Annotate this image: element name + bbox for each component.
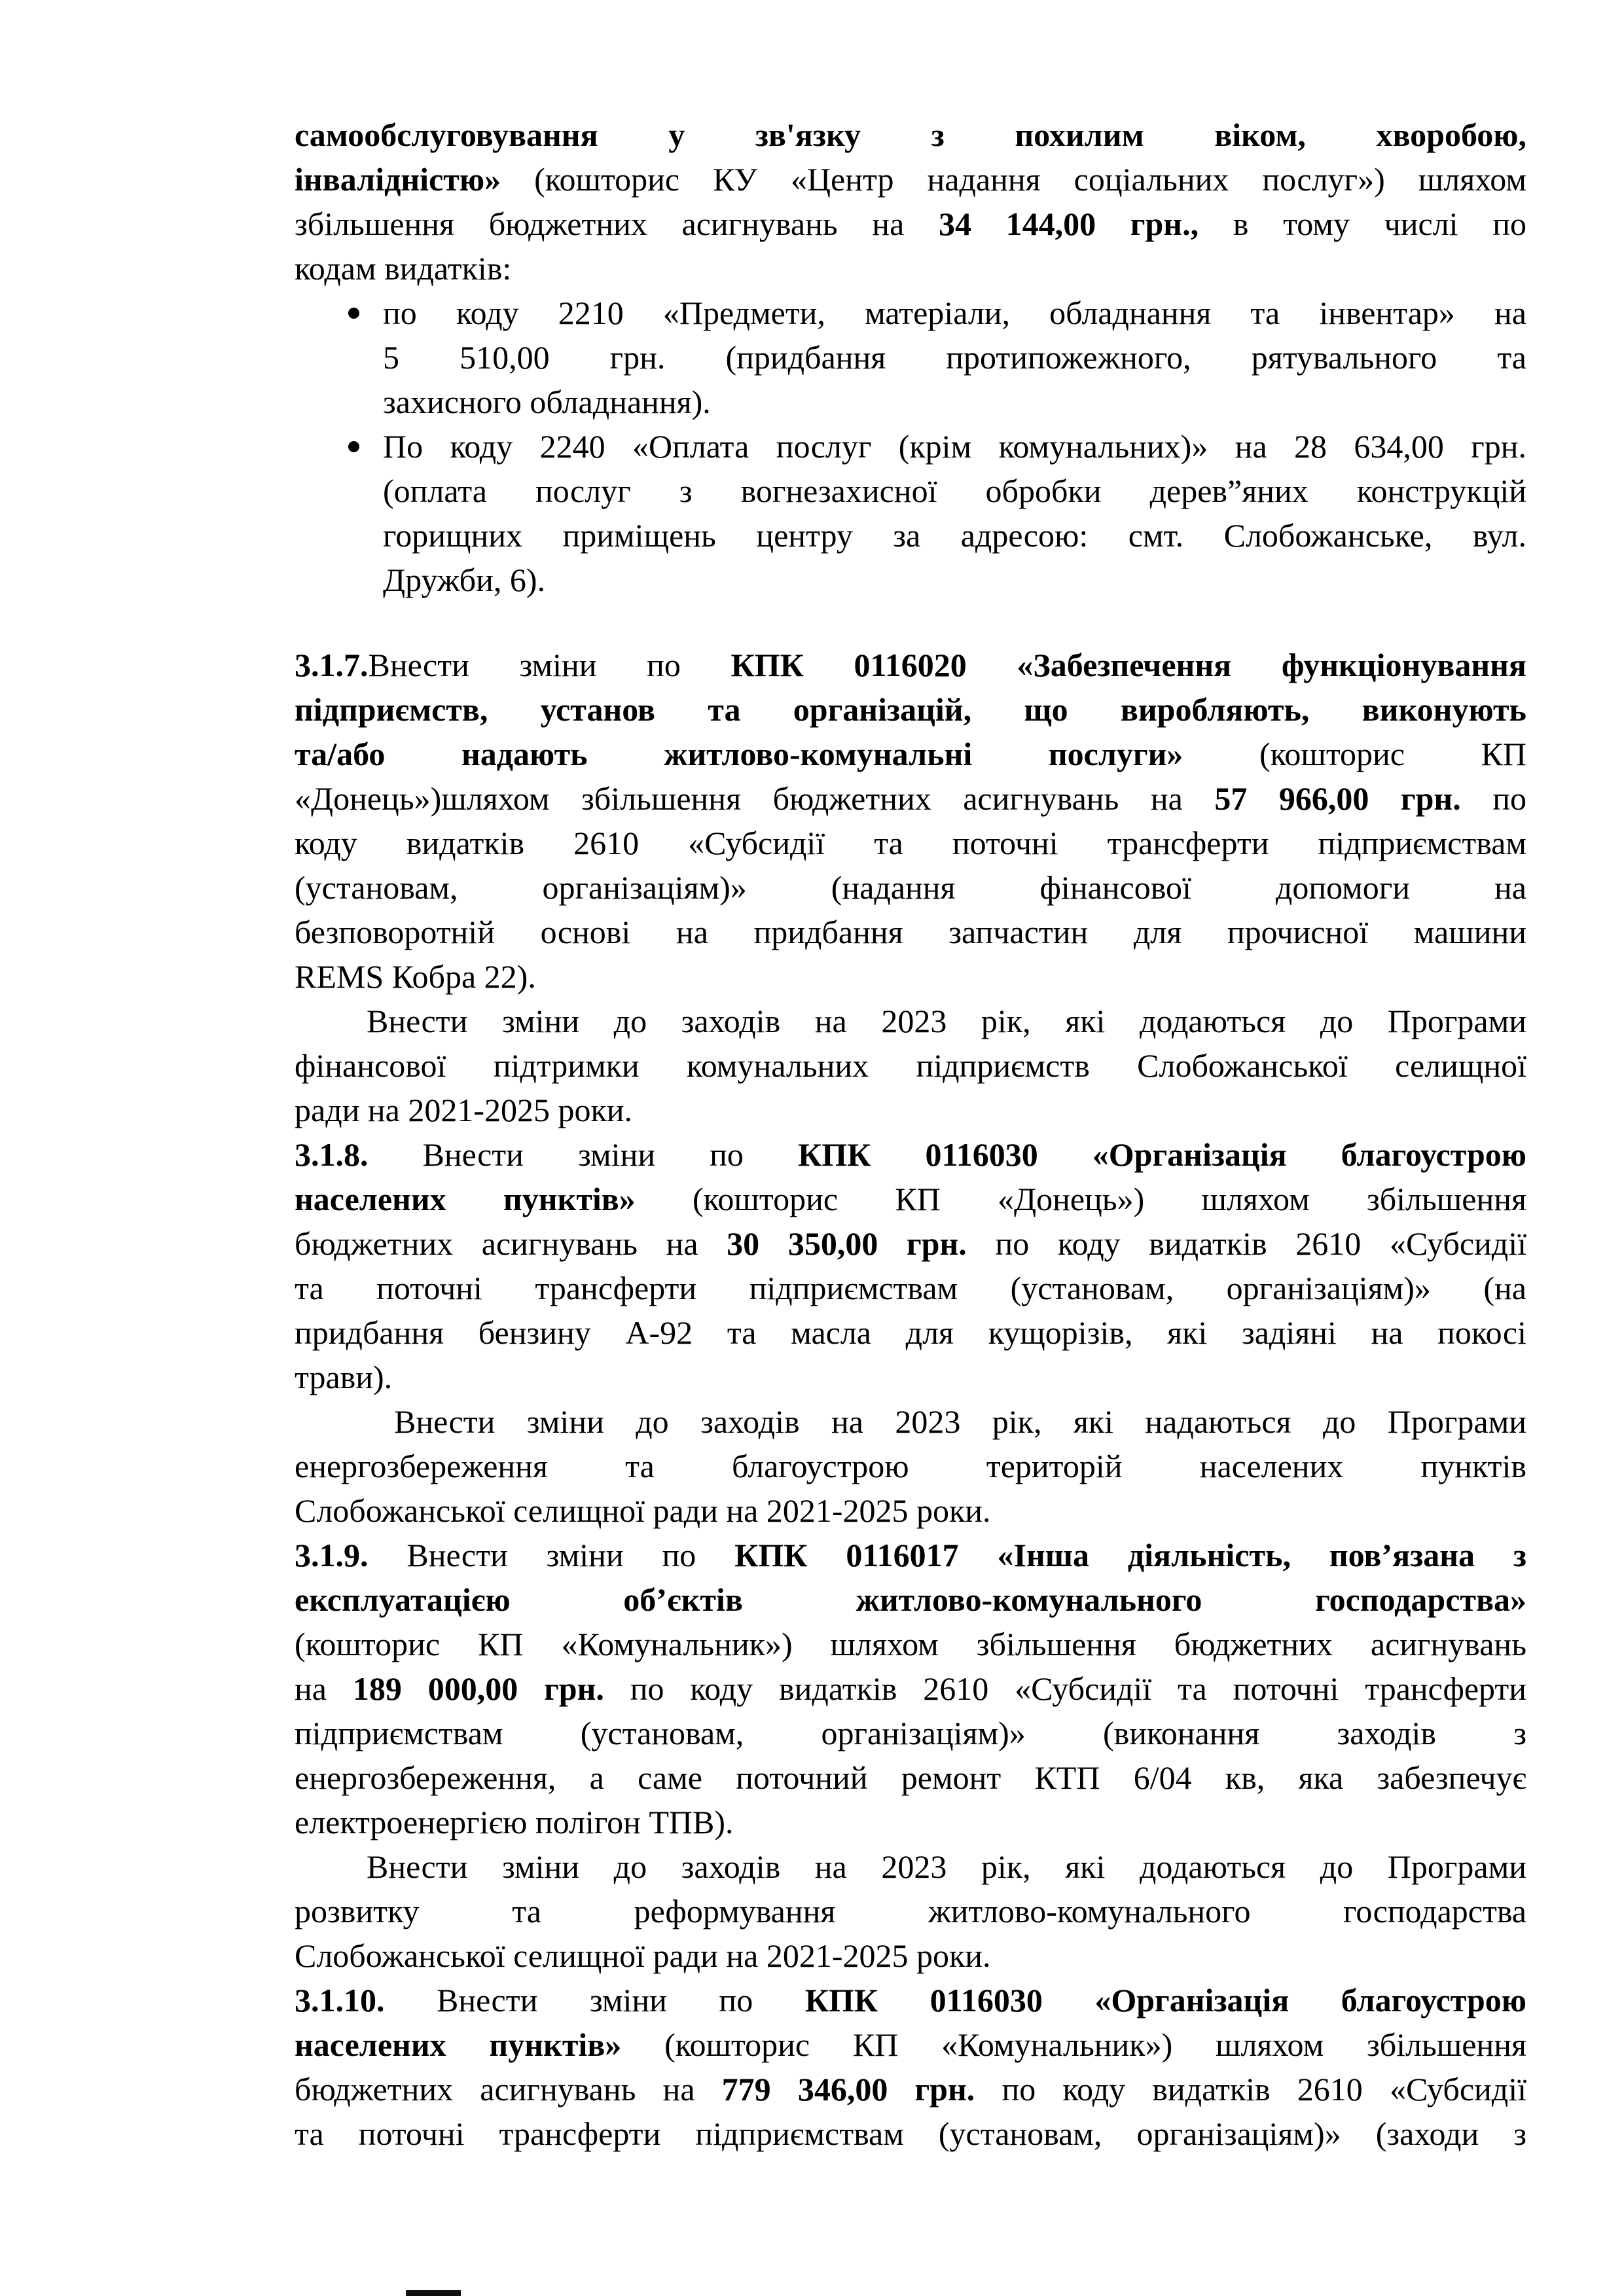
text-segment: «Донець»)шляхом збільшення бюджетних асигнувань на — [295, 780, 1215, 817]
text-segment: 3.1.10. — [295, 1982, 385, 2018]
text-segment: 3.1.9. — [295, 1537, 369, 1573]
text-segment: захисного обладнання). — [383, 384, 711, 420]
text-line — [295, 1266, 1526, 1310]
text-line — [383, 558, 1526, 602]
text-line — [295, 1711, 1526, 1755]
paragraph — [295, 113, 1526, 291]
text-segment: 34 144,00 грн., — [938, 206, 1199, 242]
text-line — [295, 1488, 1526, 1533]
list-item — [295, 424, 1526, 602]
text-line — [383, 291, 1526, 335]
paragraph — [295, 1132, 1526, 1399]
text-segment: населених пунктів» — [295, 1181, 636, 1217]
text-line — [295, 643, 1526, 687]
text-segment: енергозбереження та благоустрою територій населених пунктів — [295, 1448, 1526, 1484]
text-segment: бюджетних асигнувань на — [295, 2071, 722, 2108]
text-segment: Внести зміни по — [368, 1136, 798, 1173]
text-segment: підприємствам (установам, організаціям)» (виконання заходів з — [295, 1715, 1526, 1751]
text-line — [295, 732, 1526, 776]
text-segment: горищних приміщень центру за адресою: смт. Слобожанське, вул. — [383, 517, 1526, 554]
text-line — [295, 157, 1526, 202]
text-segment: придбання бензину А-92 та масла для кущорізів, які задіяні на покосі — [295, 1314, 1526, 1351]
text-segment: фінансової підтримки комунальних підприємств Слобожанської селищної — [295, 1047, 1526, 1084]
text-segment: Внести зміни по — [384, 1982, 805, 2018]
text-segment: Слобожанської селищної ради на 2021-2025 роки. — [295, 1937, 991, 1974]
paragraph — [295, 1533, 1526, 1844]
text-line — [295, 1800, 1526, 1844]
text-line — [383, 424, 1526, 469]
text-line — [383, 380, 1526, 424]
text-segment: КПК 0116017 «Інша діяльність, пов’язана з — [734, 1537, 1526, 1573]
text-segment: 779 346,00 грн. — [721, 2071, 975, 2108]
text-line — [295, 113, 1526, 157]
text-line — [295, 776, 1526, 821]
text-segment: КПК 0116020 «Забезпечення функціонування — [731, 647, 1526, 683]
text-segment: інвалідністю» — [295, 161, 501, 198]
text-segment: (кошторис КП «Комунальник») шляхом збільшення — [621, 2026, 1527, 2063]
text-line — [383, 335, 1526, 380]
paragraph — [295, 1978, 1526, 2156]
text-segment: Дружби, 6). — [383, 562, 546, 598]
text-line — [295, 1355, 1526, 1399]
text-segment: (кошторис КП «Донець») шляхом збільшення — [635, 1181, 1526, 1217]
text-segment: 57 966,00 грн. — [1214, 780, 1461, 817]
text-line — [383, 513, 1526, 558]
text-segment: кодам видатків: — [295, 250, 512, 287]
text-line — [383, 469, 1526, 513]
bullet-icon — [348, 308, 359, 319]
text-segment: ради на 2021-2025 роки. — [295, 1092, 633, 1128]
text-segment: 189 000,00 грн. — [352, 1670, 604, 1707]
text-line — [295, 954, 1526, 999]
text-segment: Слобожанської селищної ради на 2021-2025 роки. — [295, 1492, 991, 1529]
text-segment: КПК 0116030 «Організація благоустрою — [804, 1982, 1526, 2018]
text-line — [295, 1088, 1526, 1132]
text-line — [295, 821, 1526, 865]
text-segment: та/або надають житлово-комунальні послуги» — [295, 736, 1183, 772]
text-line — [295, 1310, 1526, 1355]
text-segment: самообслуговування у зв'язку з похилим віком, хворобою, — [295, 117, 1526, 153]
paragraph — [295, 999, 1526, 1132]
paragraph — [295, 1399, 1526, 1533]
text-segment: Внести зміни до заходів на 2023 рік, які додаються до Програми — [367, 1003, 1526, 1039]
text-segment: Внести зміни до заходів на 2023 рік, які додаються до Програми — [367, 1848, 1526, 1885]
text-segment: 30 350,00 грн. — [727, 1225, 967, 1262]
text-line — [295, 1399, 1526, 1444]
text-line — [295, 2067, 1526, 2111]
text-line — [295, 865, 1526, 910]
text-segment: по коду видатків 2610 «Субсидії — [966, 1225, 1527, 1262]
scan-edge-artifact — [406, 2290, 461, 2296]
text-line — [295, 1043, 1526, 1088]
text-segment: населених пунктів» — [295, 2026, 622, 2063]
text-line — [295, 1844, 1526, 1889]
text-segment: експлуатацією об’єктів житлово-комунального господарства» — [295, 1581, 1526, 1618]
text-segment: Внести зміни до заходів на 2023 рік, які надаються до Програми — [394, 1403, 1526, 1440]
text-segment: по — [1460, 780, 1526, 817]
text-line — [295, 1889, 1526, 1933]
text-line — [295, 2022, 1526, 2067]
text-segment: трави). — [295, 1359, 393, 1395]
text-segment: бюджетних асигнувань на — [295, 1225, 727, 1262]
text-line — [295, 1444, 1526, 1488]
paragraph — [295, 643, 1526, 999]
text-line — [295, 246, 1526, 291]
text-line — [295, 910, 1526, 954]
list-item — [295, 291, 1526, 424]
text-line — [295, 1221, 1526, 1266]
text-line — [295, 1132, 1526, 1177]
text-segment: по коду видатків 2610 «Субсидії — [975, 2071, 1527, 2108]
text-segment: коду видатків 2610 «Субсидії та поточні трансферти підприємствам — [295, 825, 1526, 861]
text-segment: (кошторис КП «Комунальник») шляхом збільшення бюджетних асигнувань — [295, 1626, 1526, 1662]
text-segment: (кошторис КП — [1183, 736, 1526, 772]
text-segment: в тому числі по — [1199, 206, 1526, 242]
text-segment: розвитку та реформування житлово-комунального господарства — [295, 1893, 1526, 1929]
document-content — [295, 113, 1526, 2156]
text-segment: (кошторис КУ «Центр надання соціальних послуг») шляхом — [501, 161, 1526, 198]
text-segment: безповоротній основі на придбання запчастин для прочисної машини — [295, 914, 1526, 950]
text-segment: енергозбереження, а саме поточний ремонт КТП 6/04 кв, яка забезпечує — [295, 1759, 1526, 1796]
text-line — [295, 1533, 1526, 1577]
text-segment: та поточні трансферти підприємствам (установам, організаціям)» (на — [295, 1270, 1526, 1306]
bullet-list — [295, 291, 1526, 602]
text-segment: Внести зміни по — [368, 647, 731, 683]
bullet-icon — [348, 441, 359, 452]
text-line — [295, 1577, 1526, 1622]
text-line — [295, 999, 1526, 1043]
text-line — [295, 1978, 1526, 2022]
text-segment: та поточні трансферти підприємствам (установам, організаціям)» (заходи з — [295, 2115, 1526, 2152]
text-segment: підприємств, установ та організацій, що виробляють, виконують — [295, 691, 1526, 728]
text-segment: по коду видатків 2610 «Субсидії та поточні трансферти — [604, 1670, 1526, 1707]
text-segment: КПК 0116030 «Організація благоустрою — [797, 1136, 1526, 1173]
text-segment: 3.1.8. — [295, 1136, 369, 1173]
text-segment: REMS Кобра 22). — [295, 958, 536, 995]
text-segment: По коду 2240 «Оплата послуг (крім комунальних)» на 28 634,00 грн. — [383, 428, 1526, 465]
text-line — [295, 1622, 1526, 1666]
text-line — [295, 1177, 1526, 1221]
text-line — [295, 202, 1526, 246]
text-segment: (установам, організаціям)» (надання фінансової допомоги на — [295, 869, 1526, 906]
text-line — [295, 687, 1526, 732]
text-segment: 3.1.7. — [295, 647, 369, 683]
text-segment: на — [295, 1670, 353, 1707]
text-line — [295, 1666, 1526, 1711]
paragraph — [295, 1844, 1526, 1978]
text-segment: 5 510,00 грн. (придбання протипожежного, рятувального та — [383, 339, 1526, 376]
text-segment: електроенергією полігон ТПВ). — [295, 1804, 734, 1840]
text-line — [295, 2111, 1526, 2156]
text-segment: (оплата послуг з вогнезахисної обробки дерев”яних конструкцій — [383, 473, 1526, 509]
text-line — [295, 1755, 1526, 1800]
text-line — [295, 1933, 1526, 1978]
text-segment: збільшення бюджетних асигнувань на — [295, 206, 939, 242]
text-segment: Внести зміни по — [368, 1537, 735, 1573]
text-segment: по коду 2210 «Предмети, матеріали, обладнання та інвентар» на — [383, 295, 1526, 331]
